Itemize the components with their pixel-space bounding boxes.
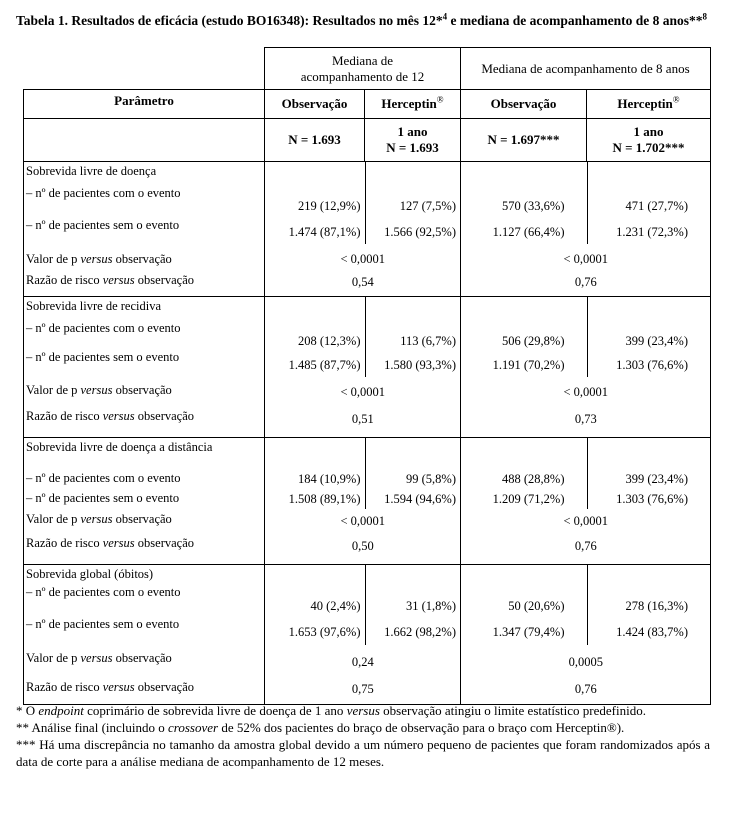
- cell-value: 208 (12,3%): [298, 334, 361, 348]
- cell-value: 1.191 (70,2%): [492, 358, 565, 372]
- cell-value: 1.127 (66,4%): [492, 225, 565, 239]
- footnotes: [16, 702, 710, 770]
- cell-value: 50 (20,6%): [508, 599, 565, 613]
- cell-value: 1.662 (98,2%): [384, 625, 456, 639]
- row-label-with-event: – nº de pacientes com o evento: [26, 186, 181, 200]
- row-label-without-event: – nº de pacientes sem o evento: [26, 491, 180, 505]
- row-label-hazard-ratio: Razão de risco versus observação: [26, 273, 195, 287]
- cell-value: 1.303 (76,6%): [616, 492, 688, 506]
- cell-value: 1.485 (87,7%): [288, 358, 361, 372]
- cell-pvalue-8: 0,0005: [568, 655, 603, 669]
- cell-value: 570 (33,6%): [502, 199, 565, 213]
- cell-hr-12: 0,50: [351, 539, 374, 553]
- cell-value: 1.474 (87,1%): [288, 225, 361, 239]
- row-label-hazard-ratio: Razão de risco versus observação: [26, 680, 195, 694]
- cell-value: 1.566 (92,5%): [384, 225, 456, 239]
- cell-value: 1.209 (71,2%): [492, 492, 565, 506]
- cell-hr-8: 0,76: [574, 539, 597, 553]
- cell-value: 40 (2,4%): [310, 599, 361, 613]
- n-herceptin-12: 1 ano N = 1.693: [365, 119, 461, 162]
- footnote-1: * O endpoint coprimário de sobrevida livre de doença de 1 ano versus observação atingiu o limite estatístico predefinido.: [16, 703, 646, 718]
- row-label-pvalue: Valor de p versus observação: [26, 383, 172, 397]
- cell-value: 219 (12,9%): [298, 199, 361, 213]
- cell-value: 1.347 (79,4%): [492, 625, 565, 639]
- cell-value: 31 (1,8%): [406, 599, 456, 613]
- cell-hr-12: 0,51: [351, 412, 374, 426]
- column-header-obs-12: Observação: [265, 90, 365, 119]
- cell-pvalue-8: < 0,0001: [563, 514, 609, 528]
- section-title: Sobrevida livre de recidiva: [26, 299, 162, 313]
- cell-value: 113 (6,7%): [400, 334, 456, 348]
- row-label-with-event: – nº de pacientes com o evento: [26, 585, 181, 599]
- cell-value: 184 (10,9%): [298, 472, 361, 486]
- column-header-parametro: Parâmetro: [24, 90, 265, 119]
- cell-value: 471 (27,7%): [625, 199, 688, 213]
- cell-pvalue-12: 0,24: [351, 655, 374, 669]
- row-label-with-event: – nº de pacientes com o evento: [26, 321, 181, 335]
- group-header-12: Mediana de acompanhamento de 12: [265, 48, 461, 90]
- cell-value: 1.424 (83,7%): [616, 625, 688, 639]
- section-row: [24, 162, 711, 297]
- n-herceptin-8: 1 ano N = 1.702***: [587, 119, 711, 162]
- cell-hr-8: 0,76: [574, 275, 597, 289]
- cell-value: 1.580 (93,3%): [384, 358, 456, 372]
- cell-value: 1.231 (72,3%): [616, 225, 688, 239]
- cell-hr-8: 0,73: [574, 412, 597, 426]
- column-header-obs-8: Observação: [461, 90, 587, 119]
- row-label-pvalue: Valor de p versus observação: [26, 252, 172, 266]
- cell-value: 1.653 (97,6%): [288, 625, 361, 639]
- cell-hr-8: 0,76: [574, 682, 597, 696]
- section-title: Sobrevida livre de doença a distância: [26, 440, 213, 454]
- section-row: [24, 297, 711, 438]
- cell-hr-12: 0,54: [351, 275, 374, 289]
- table-caption: Tabela 1. Resultados de eficácia (estudo BO16348): Resultados no mês 12*$^4$ e mediana de acompanhamento de 8 anos**$^8$: [16, 11, 708, 28]
- cell-value: 399 (23,4%): [625, 334, 688, 348]
- cell-value: 99 (5,8%): [406, 472, 456, 486]
- row-label-pvalue: Valor de p versus observação: [26, 651, 172, 665]
- column-header-herceptin-8: Herceptin®: [587, 90, 711, 119]
- section-title: Sobrevida livre de doença: [26, 164, 157, 178]
- cell-value: 488 (28,8%): [502, 472, 565, 486]
- row-label-with-event: – nº de pacientes com o evento: [26, 471, 181, 485]
- row-label-without-event: – nº de pacientes sem o evento: [26, 218, 180, 232]
- row-label-hazard-ratio: Razão de risco versus observação: [26, 409, 195, 423]
- section-title: Sobrevida global (óbitos): [26, 567, 154, 581]
- cell-value: 1.508 (89,1%): [288, 492, 361, 506]
- section-row: [24, 565, 711, 705]
- cell-pvalue-8: < 0,0001: [563, 252, 609, 266]
- footnote-2: ** Análise final (incluindo o crossover de 52% dos pacientes do braço de observação para o braço com Herceptin®).: [16, 720, 625, 735]
- n-obs-8: N = 1.697***: [461, 119, 587, 162]
- n-obs-12: N = 1.693: [265, 119, 365, 162]
- cell-value: 1.594 (94,6%): [384, 492, 456, 506]
- footnote-3: *** Há uma discrepância no tamanho da amostra global devido a um número pequeno de pacientes que foram randomizados após a data de corte para a análise mediana de acompanhamento de 12 meses.: [16, 737, 710, 769]
- cell-value: 506 (29,8%): [502, 334, 565, 348]
- section-row: [24, 438, 711, 565]
- efficacy-table: [23, 47, 711, 705]
- group-header-8: Mediana de acompanhamento de 8 anos: [461, 48, 711, 90]
- cell-value: 399 (23,4%): [625, 472, 688, 486]
- row-label-hazard-ratio: Razão de risco versus observação: [26, 536, 195, 550]
- row-label-pvalue: Valor de p versus observação: [26, 512, 172, 526]
- cell-pvalue-12: < 0,0001: [340, 385, 386, 399]
- cell-value: 127 (7,5%): [399, 199, 456, 213]
- row-label-without-event: – nº de pacientes sem o evento: [26, 617, 180, 631]
- row-label-without-event: – nº de pacientes sem o evento: [26, 350, 180, 364]
- cell-pvalue-12: < 0,0001: [340, 514, 386, 528]
- cell-value: 278 (16,3%): [625, 599, 688, 613]
- column-header-herceptin-12: Herceptin®: [365, 90, 461, 119]
- cell-value: 1.303 (76,6%): [616, 358, 688, 372]
- cell-hr-12: 0,75: [351, 682, 374, 696]
- cell-pvalue-8: < 0,0001: [563, 385, 609, 399]
- cell-pvalue-12: < 0,0001: [340, 252, 386, 266]
